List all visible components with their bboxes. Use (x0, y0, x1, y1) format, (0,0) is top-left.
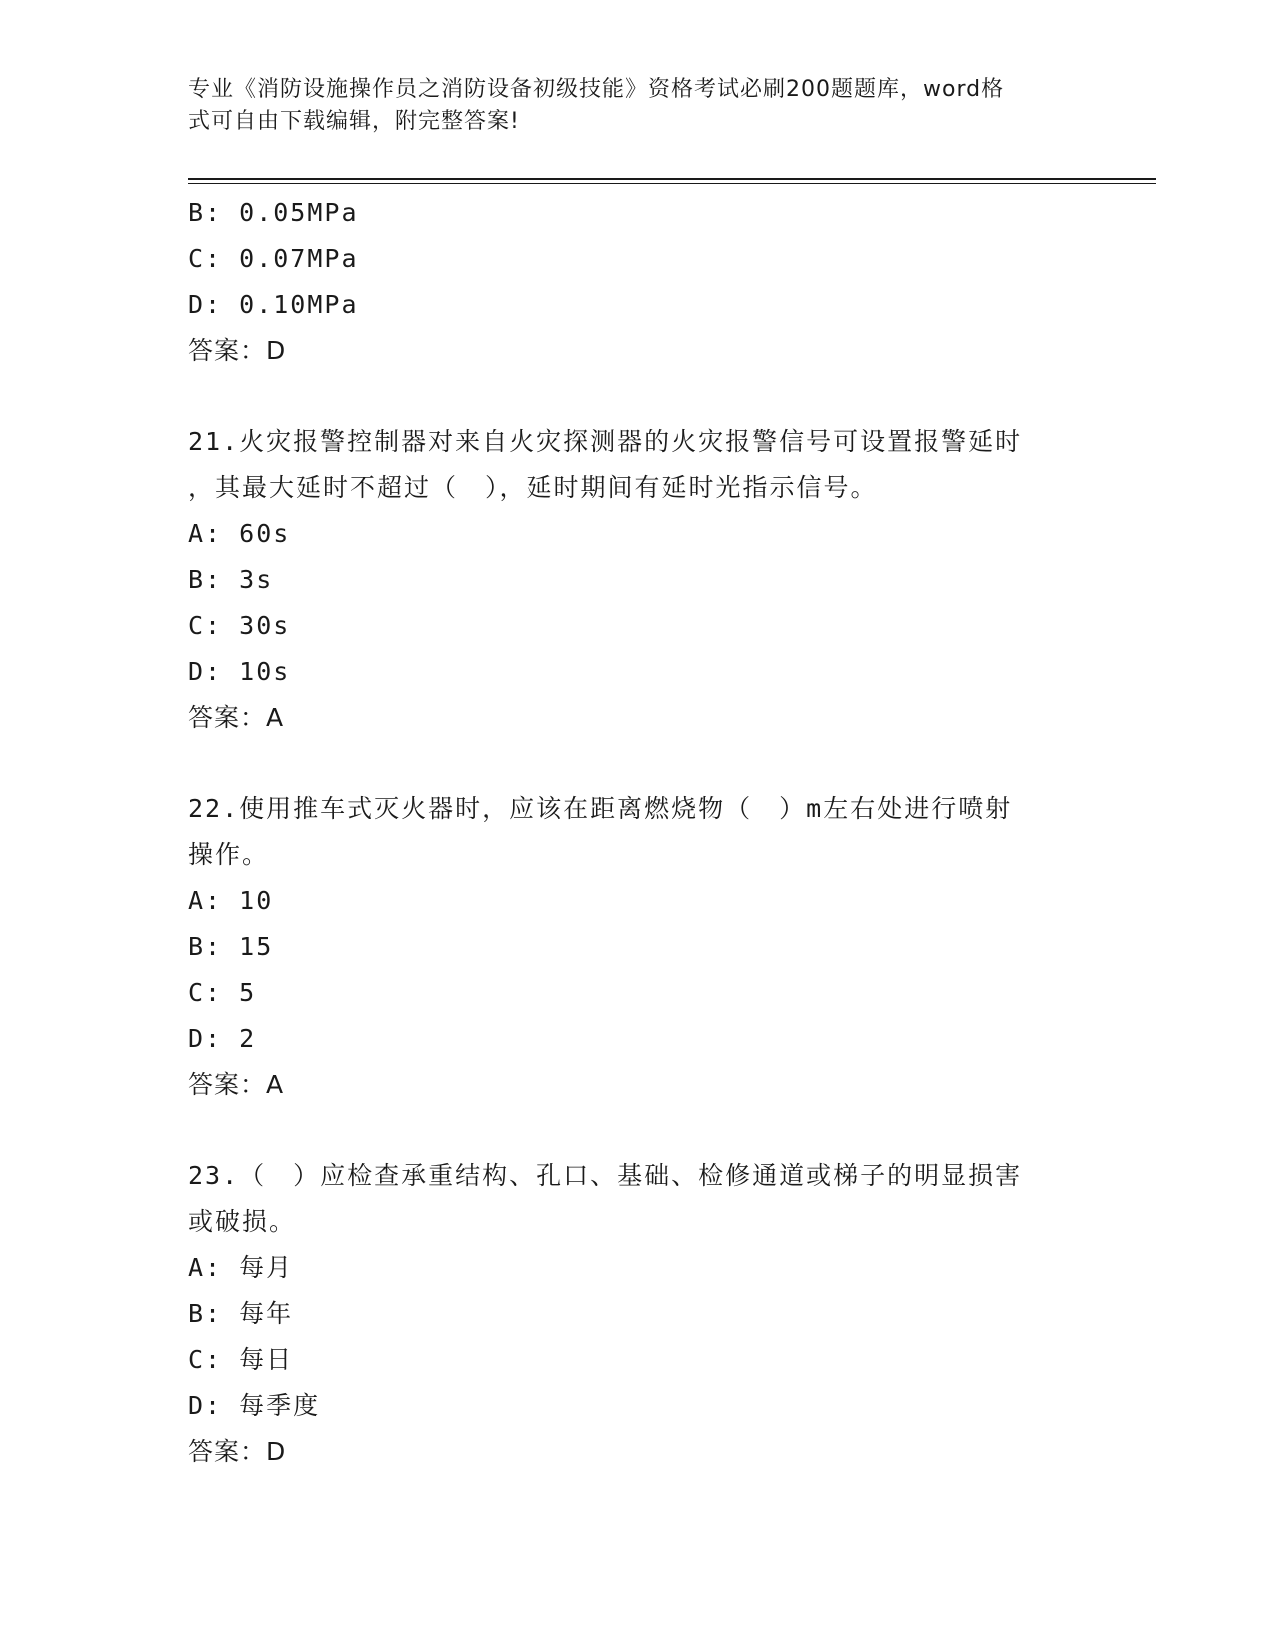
option-a: A: 10 (188, 886, 274, 915)
header-divider-thick (188, 178, 1156, 180)
option-a: A: 60s (188, 519, 291, 548)
option-d: D: 2 (188, 1024, 257, 1053)
question-block-21 (188, 419, 1088, 741)
option-c: C: 0.07MPa (188, 244, 359, 273)
header-divider-thin (188, 183, 1156, 184)
question-list (188, 190, 1088, 1475)
option-b: B: 0.05MPa (188, 198, 359, 227)
header-title-line-1: 专业《消防设施操作员之消防设备初级技能》资格考试必刷200题题库，word格 (188, 77, 1005, 102)
question-block-20 (188, 190, 1088, 374)
option-c: C: 每日 (188, 1345, 294, 1374)
option-d: D: 每季度 (188, 1391, 321, 1420)
document-header (188, 74, 1068, 138)
question-spacer (188, 374, 1088, 419)
answer-label: 答案：D (188, 1437, 287, 1466)
option-b: B: 3s (188, 565, 274, 594)
answer-label: 答案：A (188, 703, 285, 732)
option-b: B: 15 (188, 932, 274, 961)
header-title-line-2: 式可自由下载编辑，附完整答案! (188, 109, 520, 134)
option-a: A: 每月 (188, 1253, 294, 1282)
question-block-23 (188, 1153, 1088, 1475)
question-spacer (188, 741, 1088, 786)
question-text-line: 操作。 (188, 840, 270, 869)
answer-label: 答案：D (188, 336, 287, 365)
question-block-22 (188, 786, 1088, 1108)
question-text-line: 或破损。 (188, 1207, 297, 1236)
answer-label: 答案：A (188, 1070, 285, 1099)
option-b: B: 每年 (188, 1299, 294, 1328)
question-text-line: ，其最大延时不超过（ ），延时期间有延时光指示信号。 (188, 473, 878, 502)
question-text-line: 23.（ ）应检查承重结构、孔口、基础、检修通道或梯子的明显损害 (188, 1161, 1023, 1190)
question-text-line: 21.火灾报警控制器对来自火灾探测器的火灾报警信号可设置报警延时 (188, 427, 1023, 456)
question-spacer (188, 1108, 1088, 1153)
option-c: C: 30s (188, 611, 291, 640)
option-d: D: 10s (188, 657, 291, 686)
option-c: C: 5 (188, 978, 257, 1007)
option-d: D: 0.10MPa (188, 290, 359, 319)
question-text-line: 22.使用推车式灭火器时，应该在距离燃烧物（ ）m左右处进行喷射 (188, 794, 1013, 823)
